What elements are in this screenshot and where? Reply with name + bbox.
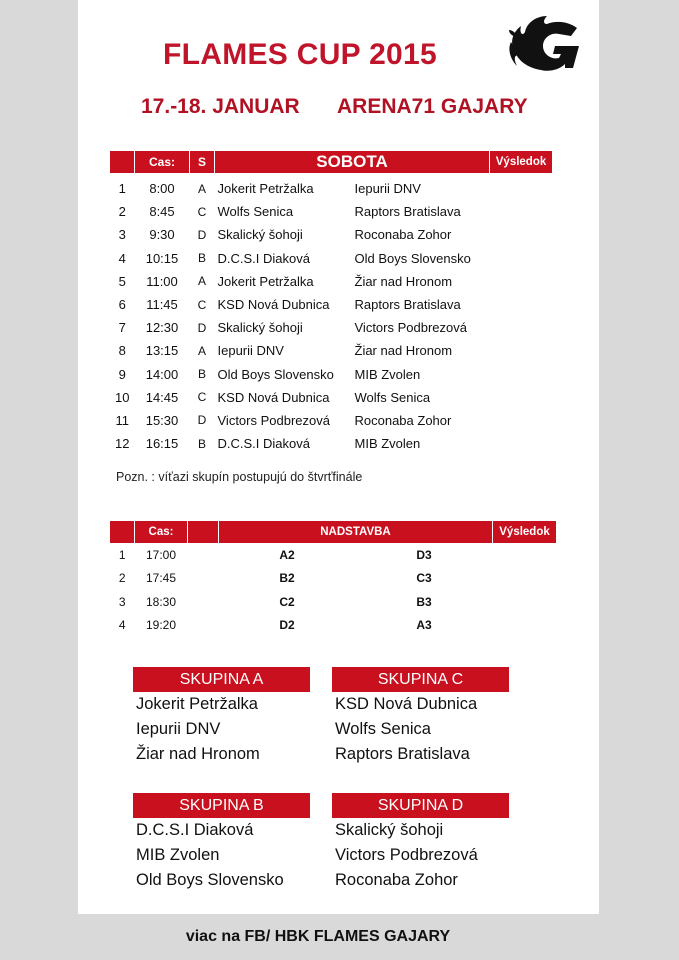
match-group: B [197,367,206,382]
match-time: 8:00 [149,181,175,197]
team-seed-a: B2 [279,571,295,586]
header-blank [188,521,219,543]
match-time: 13:15 [145,343,179,359]
match-time: 11:00 [146,273,178,289]
match-time: 17:00 [145,547,177,562]
match-row [110,316,552,339]
header-day: SOBOTA [215,151,490,173]
header-result: Výsledok [493,521,557,543]
playoff-row [110,567,556,591]
match-result [490,173,553,200]
match-number: 12 [115,436,130,452]
away-team: Žiar nad Hronom [354,343,453,359]
match-row [110,200,552,223]
event-dates: 17.-18. JANUAR [141,95,300,118]
home-team: Wolfs Senica [217,204,294,220]
match-group: A [197,181,206,196]
match-result [490,247,553,270]
away-team: Iepurii DNV [354,181,421,197]
group-team: Victors Podbrezová [335,846,478,864]
home-team: D.C.S.I Diaková [217,250,310,266]
match-time: 10:15 [145,250,179,266]
match-time: 14:45 [145,389,179,405]
match-row [110,223,552,246]
match-time: 14:00 [145,366,179,382]
match-time: 18:30 [145,594,177,609]
team-seed-a: D2 [279,618,295,633]
group-title: SKUPINA B [133,793,310,818]
match-group: C [197,297,207,312]
blank-cell [188,614,219,638]
playoff-header-row [110,521,556,543]
match-time: 8:45 [149,204,175,220]
group-team: Iepurii DNV [136,720,221,738]
flames-g-logo-icon [507,12,587,78]
playoff-row [110,590,556,614]
group-team: Žiar nad Hronom [136,745,260,763]
match-group: D [197,227,207,242]
blank-cell [188,543,219,567]
match-group: A [197,274,206,289]
group-title: SKUPINA C [332,667,509,692]
match-result [490,200,553,223]
qualification-note: Pozn. : víťazi skupín postupujú do štvrťfinále [116,470,363,484]
match-result [490,339,553,362]
match-time: 11:45 [146,297,178,313]
group-b-box [133,793,310,893]
away-team: MIB Zvolen [354,436,421,452]
blank-cell [188,590,219,614]
match-row [110,293,552,316]
playoff-schedule-table [110,521,556,637]
match-group: C [197,390,207,405]
header-time: Cas: [135,521,188,543]
header-time: Cas: [135,151,190,173]
match-row [110,363,552,386]
match-row [110,173,552,200]
match-result [493,590,557,614]
match-result [493,614,557,638]
header-stage: NADSTAVBA [219,521,493,543]
match-time: 16:15 [145,436,179,452]
playoff-row [110,614,556,638]
team-seed-b: D3 [416,547,432,562]
match-result [490,293,553,316]
home-team: D.C.S.I Diaková [217,436,310,452]
team-seed-b: A3 [416,618,432,633]
away-team: Raptors Bratislava [354,297,461,313]
home-team: Skalický šohoji [217,227,303,243]
away-team: Wolfs Senica [354,389,431,405]
match-time: 15:30 [145,412,179,428]
match-result [493,567,557,591]
match-result [490,363,553,386]
match-number: 11 [115,412,129,428]
group-team: Old Boys Slovensko [136,871,284,889]
match-group: D [197,320,207,335]
match-time: 19:20 [145,618,177,633]
match-time: 12:30 [145,320,179,336]
poster-sheet [78,0,599,914]
event-venue: ARENA71 GAJARY [337,95,528,118]
header-group: S [190,151,215,173]
home-team: KSD Nová Dubnica [217,389,330,405]
match-number: 8 [118,343,126,359]
group-a-box [133,667,310,767]
away-team: Žiar nad Hronom [354,273,453,289]
match-number: 4 [118,618,126,633]
home-team: Jokerit Petržalka [217,181,314,197]
group-team: KSD Nová Dubnica [335,695,478,713]
saturday-header-row [110,151,552,173]
group-c-box [332,667,509,767]
team-seed-b: C3 [416,571,432,586]
home-team: Skalický šohoji [217,320,303,336]
match-result [490,223,553,246]
away-team: Old Boys Slovensko [354,250,471,266]
away-team: Raptors Bratislava [354,204,461,220]
team-seed-a: A2 [279,547,295,562]
home-team: KSD Nová Dubnica [217,297,330,313]
match-group: D [197,413,207,428]
playoff-row [110,543,556,567]
match-number: 7 [118,320,126,336]
match-group: B [197,251,206,266]
match-result [490,270,553,293]
group-team: Roconaba Zohor [335,871,458,889]
match-number: 10 [115,389,130,405]
group-title: SKUPINA D [332,793,509,818]
away-team: Victors Podbrezová [354,320,467,336]
match-row [110,247,552,270]
match-number: 9 [118,366,126,382]
away-team: Roconaba Zohor [354,412,452,428]
match-result [490,432,553,455]
match-number: 4 [118,250,126,266]
match-row [110,386,552,409]
away-team: Roconaba Zohor [354,227,452,243]
blank-cell [188,567,219,591]
group-d-box [332,793,509,893]
match-number: 1 [118,181,126,197]
saturday-schedule-table [110,151,552,455]
group-team: D.C.S.I Diaková [136,821,254,839]
group-title: SKUPINA A [133,667,310,692]
page-title: FLAMES CUP 2015 [162,38,438,71]
match-row [110,409,552,432]
match-result [490,386,553,409]
group-team: MIB Zvolen [136,846,220,864]
match-time: 9:30 [149,227,175,243]
home-team: Jokerit Petržalka [217,273,314,289]
match-number: 5 [118,273,126,289]
match-result [490,316,553,339]
group-team: Jokerit Petržalka [136,695,258,713]
match-group: B [197,436,206,451]
match-time: 17:45 [145,571,177,586]
match-group: C [197,204,207,219]
header-result: Výsledok [490,151,553,173]
match-number: 1 [118,547,126,562]
match-row [110,270,552,293]
match-number: 3 [118,227,126,243]
home-team: Iepurii DNV [217,343,284,359]
match-result [490,409,553,432]
match-row [110,432,552,455]
match-number: 2 [118,204,126,220]
group-team: Raptors Bratislava [335,745,470,763]
home-team: Victors Podbrezová [217,412,330,428]
footer-facebook-link[interactable]: viac na FB/ HBK FLAMES GAJARY [185,928,451,945]
home-team: Old Boys Slovensko [217,366,334,382]
match-number: 6 [118,297,126,313]
group-team: Wolfs Senica [335,720,431,738]
match-number: 3 [118,594,126,609]
match-result [493,543,557,567]
match-number: 2 [118,571,126,586]
match-row [110,339,552,362]
team-seed-b: B3 [416,594,432,609]
team-seed-a: C2 [279,594,295,609]
header-number [110,521,135,543]
match-group: A [197,343,206,358]
header-number [110,151,135,173]
group-team: Skalický šohoji [335,821,444,839]
away-team: MIB Zvolen [354,366,421,382]
